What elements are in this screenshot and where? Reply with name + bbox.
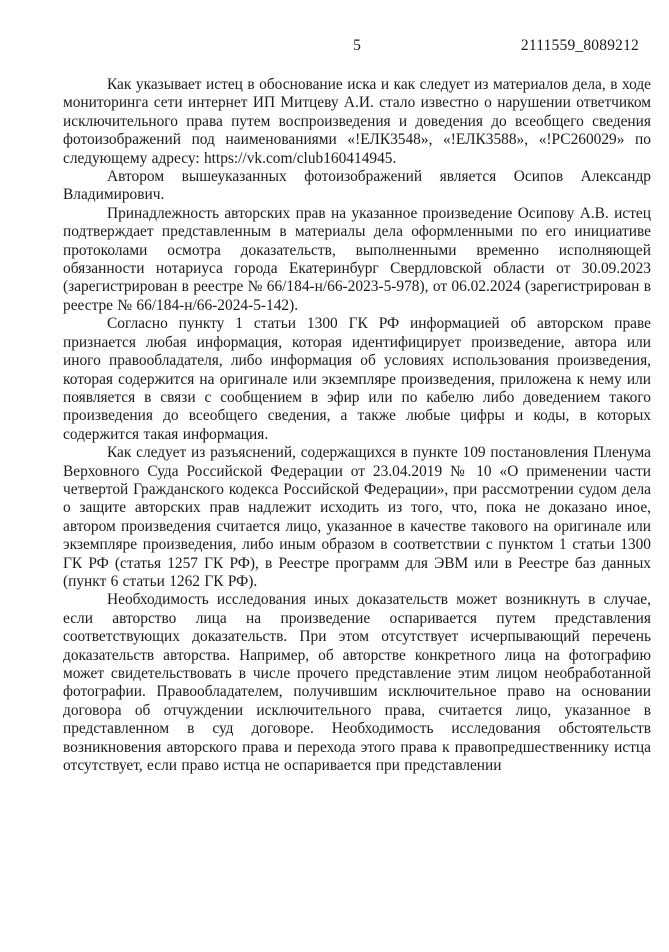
paragraph-copyright-proof: Принадлежность авторских прав на указанное произведение Осипову А.В. истец подтверждает представленным в материалы дела оформленными по его инициативе протоколами осмотра доказательств, выполненными временно исполняющей обязанности нотариуса города Екатеринбург Свердловской области от 30.09.2023 (зарегистрирован в реестре № 66/184-н/66-2023-5-978), от 06.02.2024 (зарегистрирован в реестре № 66/184-н/66-2024-5-142).	[63, 204, 651, 314]
paragraph-article-1300: Согласно пункту 1 статьи 1300 ГК РФ информацией об авторском праве признается любая информация, которая идентифицирует произведение, автора или иного правообладателя, либо информация об условиях использования произведения, которая содержится на оригинале или экземпляре произведения, приложена к нему или появляется в связи с сообщением в эфир или по кабелю либо доведением такого произведения до всеобщего сведения, а также любые цифры и коды, в которых содержится такая информация.	[63, 315, 651, 443]
paragraph-author: Автором вышеуказанных фотоизображений является Осипов Александр Владимирович.	[63, 168, 651, 204]
page-number: 5	[353, 37, 361, 54]
paragraph-evidence-necessity: Необходимость исследования иных доказательств может возникнуть в случае, если авторство лица на произведение оспаривается путем представления соответствующих доказательств. При этом отсутствует исчерпывающий перечень доказательств авторства. Например, об авторстве конкретного лица на фотографию может свидетельствовать в числе прочего представление этим лицом необработанной фотографии. Правообладателем, получившим исключительное право на основании договора об отчуждении исключительного права, считается лицо, указанное в представленном в суд договоре. Необходимость исследования обстоятельств возникновения авторского права и перехода этого права к правопредшественнику истца отсутствует, если право истца не оспаривается при представлении	[63, 591, 651, 775]
page-header	[63, 36, 651, 55]
document-code: 2111559_8089212	[520, 37, 639, 54]
paragraph-claim-basis: Как указывает истец в обоснование иска и как следует из материалов дела, в ходе мониторинга сети интернет ИП Митцеву А.И. стало известно о нарушении ответчиком исключительного права путем воспроизведения и доведения до всеобщего сведения фотоизображений под наименованиями «!ЕЛК3548», «!ЕЛК3588», «!РС260029» по следующему адресу: https://vk.com/club160414945.	[63, 76, 651, 167]
document-body	[63, 76, 651, 775]
paragraph-plenum-109: Как следует из разъяснений, содержащихся в пункте 109 постановления Пленума Верховного Суда Российской Федерации от 23.04.2019 № 10 «О применении части четвертой Гражданского кодекса Российской Федерации», при рассмотрении судом дела о защите авторских прав надлежит исходить из того, что, пока не доказано иное, автором произведения считается лицо, указанное в качестве такового на оригинале или экземпляре произведения, либо иным образом в соответствии с пунктом 1 статьи 1300 ГК РФ (статья 1257 ГК РФ), в Реестре программ для ЭВМ или в Реестре баз данных (пункт 6 статьи 1262 ГК РФ).	[63, 444, 651, 590]
